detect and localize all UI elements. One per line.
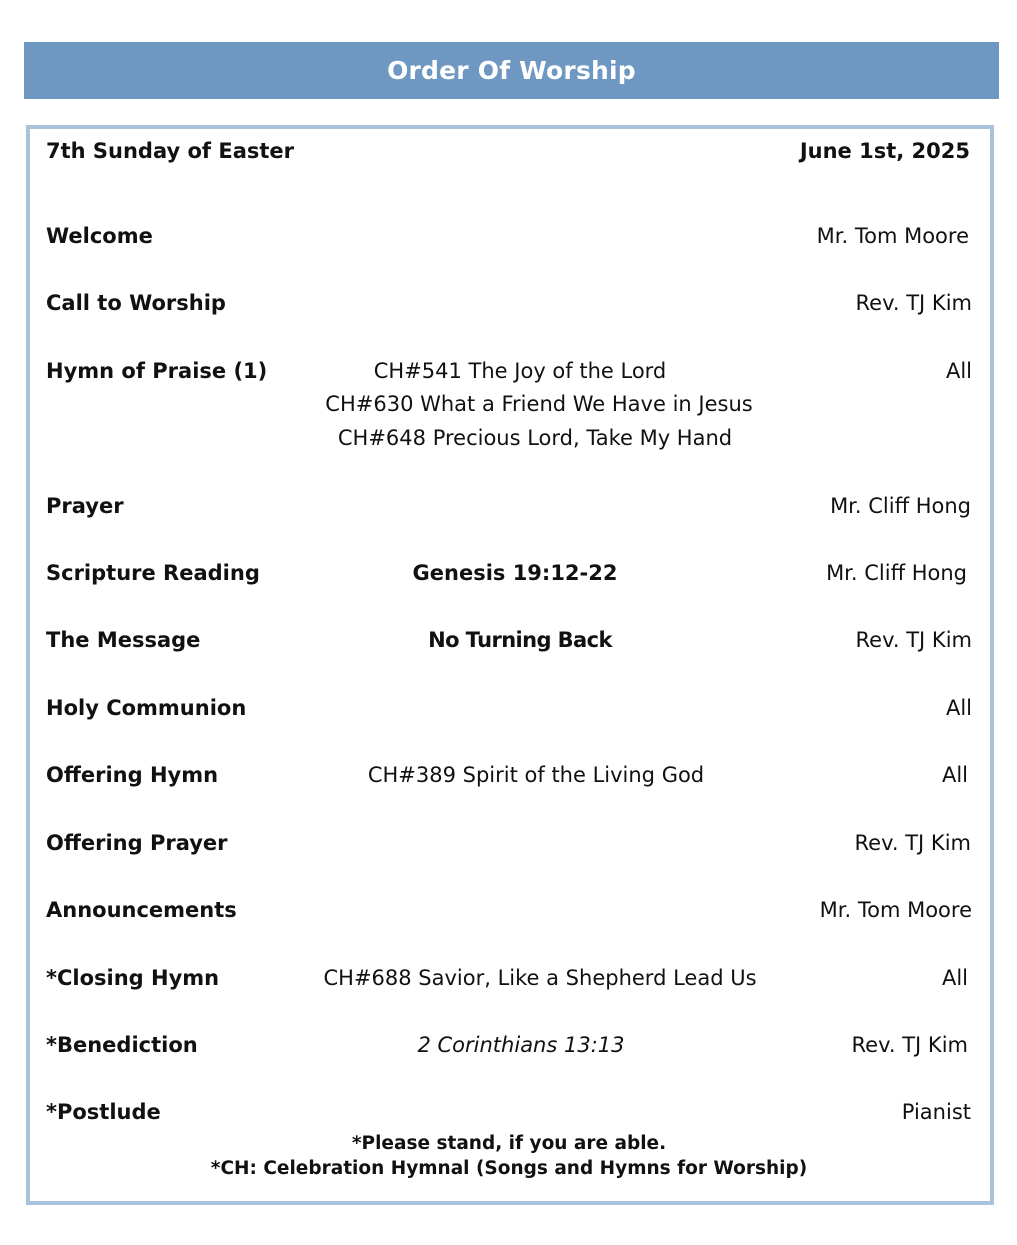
item-label: *Benediction <box>46 1033 198 1057</box>
item-leader: Mr. Tom Moore <box>819 898 972 922</box>
header-banner <box>24 42 999 99</box>
sermon-title: No Turning Back <box>428 628 612 652</box>
hymn-line: CH#688 Savior, Like a Shepherd Lead Us <box>323 966 757 990</box>
item-label: *Postlude <box>46 1100 161 1124</box>
item-label: *Closing Hymn <box>46 966 220 990</box>
item-leader: Pianist <box>901 1100 971 1124</box>
item-leader: All <box>941 966 968 990</box>
item-label: Scripture Reading <box>46 561 260 585</box>
item-leader: All <box>945 696 972 720</box>
item-label: Announcements <box>46 898 237 922</box>
item-leader: Mr. Cliff Hong <box>826 561 967 585</box>
scripture-reference: Genesis 19:12-22 <box>412 561 618 585</box>
item-label: Offering Prayer <box>46 831 228 855</box>
page-title: Order Of Worship <box>387 56 636 85</box>
footnote-stand: *Please stand, if you are able. <box>351 1133 667 1154</box>
occasion-title: 7th Sunday of Easter <box>46 139 295 163</box>
item-label: Offering Hymn <box>46 763 219 787</box>
item-leader: Rev. TJ Kim <box>855 291 972 315</box>
hymn-line: CH#541 The Joy of the Lord <box>373 359 667 383</box>
scripture-reference: 2 Corinthians 13:13 <box>417 1033 625 1057</box>
item-leader: All <box>945 359 972 383</box>
item-leader: Mr. Tom Moore <box>816 224 969 248</box>
item-label: Holy Communion <box>46 696 247 720</box>
item-leader: Mr. Cliff Hong <box>830 494 971 518</box>
hymn-line: CH#389 Spirit of the Living God <box>367 763 705 787</box>
footnote-hymnal: *CH: Celebration Hymnal (Songs and Hymns for Worship) <box>210 1158 808 1179</box>
item-leader: Rev. TJ Kim <box>855 628 972 652</box>
service-date: June 1st, 2025 <box>799 139 970 163</box>
item-label: Call to Worship <box>46 291 226 315</box>
hymn-line: CH#648 Precious Lord, Take My Hand <box>337 426 733 450</box>
item-label: Prayer <box>46 494 124 518</box>
item-label: The Message <box>46 628 201 652</box>
item-label: Hymn of Praise (1) <box>46 359 268 383</box>
item-leader: All <box>941 763 968 787</box>
item-label: Welcome <box>46 224 153 248</box>
hymn-line: CH#630 What a Friend We Have in Jesus <box>325 392 753 416</box>
item-leader: Rev. TJ Kim <box>854 831 971 855</box>
item-leader: Rev. TJ Kim <box>851 1033 968 1057</box>
